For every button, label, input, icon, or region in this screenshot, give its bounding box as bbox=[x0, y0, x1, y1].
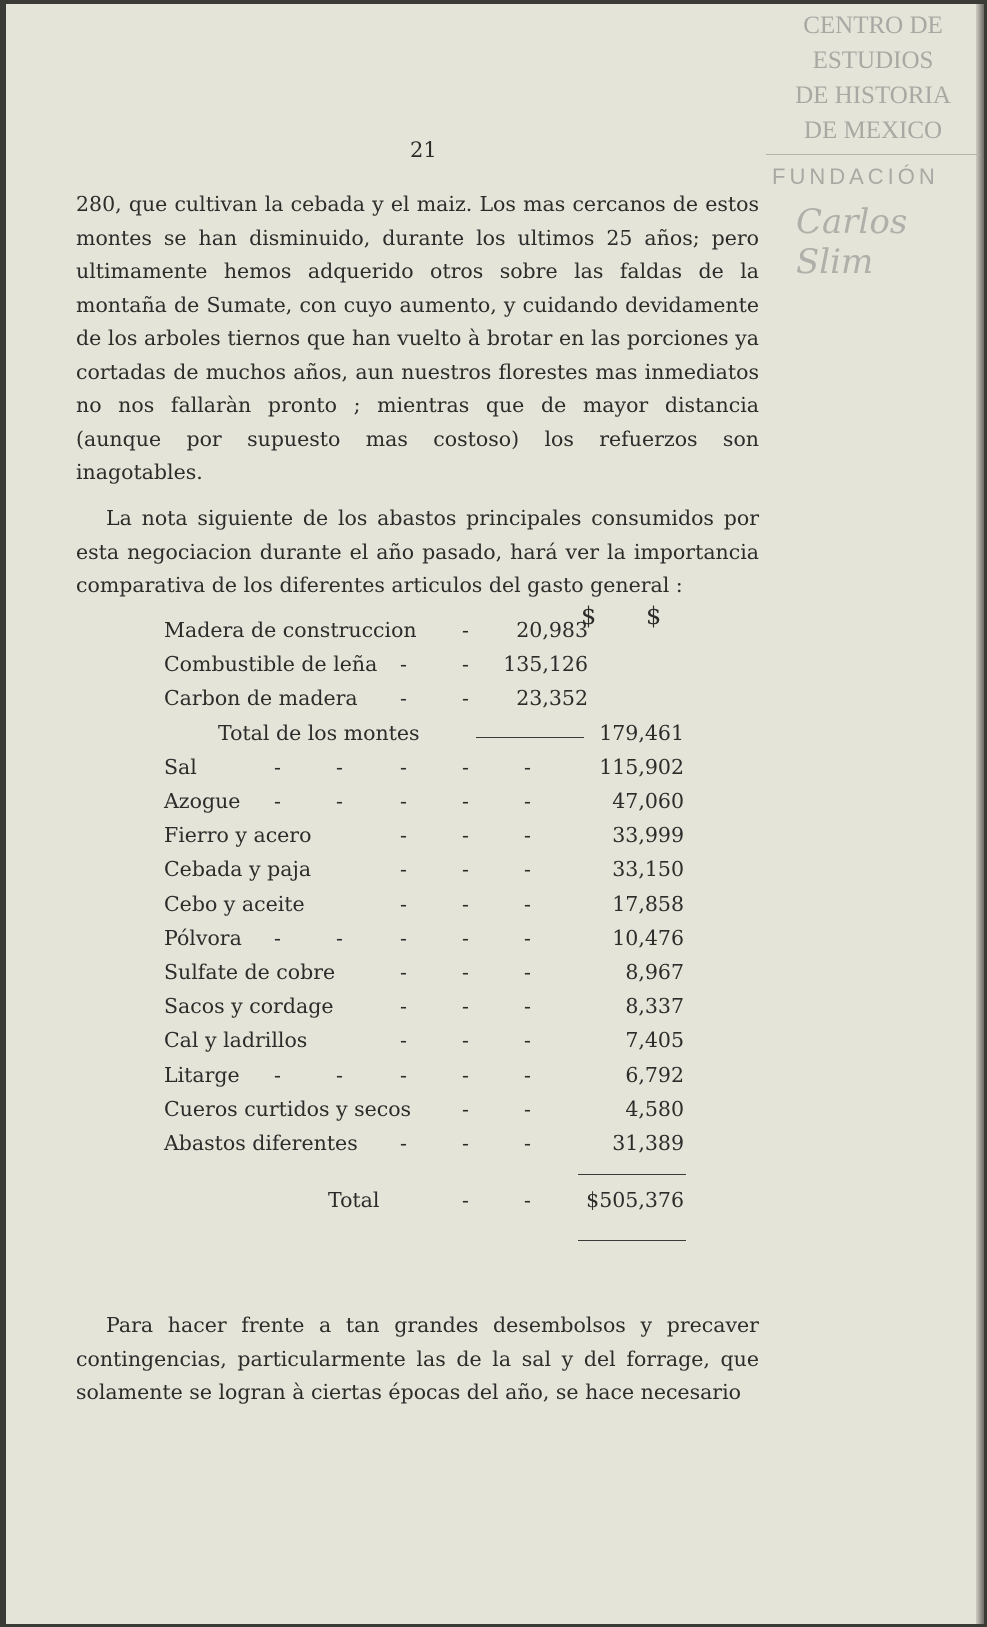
leader-dash: - bbox=[336, 1062, 343, 1087]
document-page bbox=[6, 4, 984, 1624]
leader-dash: - bbox=[400, 1131, 407, 1155]
paragraph: La nota siguiente de los abastos principales consumidos por esta negociacion durante el año pasado, hará ver la importancia comparativa de los diferentes articulos del gasto general : bbox=[76, 506, 759, 597]
leader-dash: - bbox=[336, 789, 343, 813]
leader-dash: - bbox=[524, 789, 531, 813]
leader-dash: - bbox=[462, 1096, 469, 1121]
leader-dash: - bbox=[400, 925, 407, 950]
total-rule-top bbox=[578, 1174, 686, 1175]
paragraph: Para hacer frente a tan grandes desembolsos y precaver contingencias, particularmente las de la sal y del forrage, que solamente se logran à ciertas épocas del año, se hace necesario bbox=[76, 1313, 759, 1404]
leader-dash: - bbox=[524, 1096, 531, 1121]
total-amount: $505,376 bbox=[586, 1188, 684, 1212]
leader-dash: - bbox=[462, 686, 469, 711]
leader-dash: - bbox=[400, 1028, 407, 1053]
leader-dash: - bbox=[462, 1131, 469, 1155]
watermark-foundation: FUNDACIÓN bbox=[772, 164, 939, 189]
leader-dash: - bbox=[400, 994, 407, 1019]
item-label: Litarge bbox=[164, 1062, 240, 1087]
page-number: 21 bbox=[410, 138, 437, 162]
leader-dash: - bbox=[400, 891, 407, 916]
leader-dash: - bbox=[524, 1188, 531, 1212]
leader-dash: - bbox=[462, 1028, 469, 1053]
leader-dash: - bbox=[524, 1131, 531, 1155]
leader-dash: - bbox=[336, 754, 343, 779]
watermark-line: DE MEXICO bbox=[803, 117, 943, 144]
amount-column-2: 33,999 bbox=[612, 823, 684, 848]
leader-dash: - bbox=[400, 789, 407, 813]
leader-dash: - bbox=[400, 686, 407, 711]
item-label: Azogue bbox=[164, 789, 241, 813]
total-rule-bottom bbox=[578, 1240, 686, 1241]
watermark-divider bbox=[766, 154, 980, 155]
item-label: Cebo y aceite bbox=[164, 891, 305, 916]
item-label: Pólvora bbox=[164, 925, 242, 950]
amount-column-1: 135,126 bbox=[503, 652, 588, 677]
amount-column-2: 33,150 bbox=[612, 857, 684, 882]
amount-column-1: 23,352 bbox=[516, 686, 588, 711]
amount-column-2: 6,792 bbox=[625, 1062, 684, 1087]
item-label: Cebada y paja bbox=[164, 857, 312, 882]
leader-dash: - bbox=[462, 960, 469, 984]
amount-column-2: 8,967 bbox=[625, 960, 684, 984]
watermark-line: DE HISTORIA bbox=[795, 82, 951, 109]
leader-dash: - bbox=[524, 994, 531, 1019]
leader-dash: - bbox=[274, 789, 281, 813]
amount-column-1: 20,983 bbox=[516, 618, 588, 642]
leader-dash: - bbox=[462, 652, 469, 677]
leader-dash: - bbox=[462, 789, 469, 813]
amount-column-2: 115,902 bbox=[599, 754, 684, 779]
amount-column-2: 31,389 bbox=[612, 1131, 684, 1155]
leader-dash: - bbox=[400, 823, 407, 848]
leader-dash: - bbox=[524, 1028, 531, 1053]
leader-dash: - bbox=[462, 1188, 469, 1212]
leader-dash: - bbox=[524, 1062, 531, 1087]
leader-dash: - bbox=[274, 1062, 281, 1087]
total-label: Total bbox=[328, 1188, 380, 1212]
amount-column-2: 10,476 bbox=[612, 925, 684, 950]
item-label: Sal bbox=[164, 754, 197, 779]
leader-dash: - bbox=[462, 891, 469, 916]
leader-dash: - bbox=[400, 754, 407, 779]
currency-header: $ bbox=[581, 602, 597, 630]
watermark-institution bbox=[766, 8, 980, 148]
item-label: Cal y ladrillos bbox=[164, 1028, 308, 1053]
leader-dash: - bbox=[400, 960, 407, 984]
leader-dash: - bbox=[462, 823, 469, 848]
leader-dash: - bbox=[462, 754, 469, 779]
amount-column-2: 17,858 bbox=[612, 891, 684, 916]
item-label: Sacos y cordage bbox=[164, 994, 334, 1019]
leader-dash: - bbox=[336, 925, 343, 950]
watermark-signature: Carlos Slim bbox=[796, 202, 908, 282]
amount-column-2: 7,405 bbox=[625, 1028, 684, 1053]
leader-dash: - bbox=[524, 925, 531, 950]
currency-header: $ bbox=[646, 602, 662, 630]
item-label: Combustible de leña bbox=[164, 652, 378, 677]
leader-dash: - bbox=[400, 857, 407, 882]
item-label: Total de los montes bbox=[218, 720, 420, 745]
leader-dash: - bbox=[462, 1062, 469, 1087]
leader-dash: - bbox=[274, 754, 281, 779]
leader-dash: - bbox=[462, 994, 469, 1019]
watermark-line: ESTUDIOS bbox=[812, 47, 934, 74]
amount-column-2: 8,337 bbox=[625, 994, 684, 1019]
leader-dash: - bbox=[462, 618, 469, 642]
leader-dash: - bbox=[400, 652, 407, 677]
paragraph: 280, que cultivan la cebada y el maiz. Los mas cercanos de estos montes se han disminuido, durante los ultimos 25 años; pero ultimamente hemos adquerido otros sobre las faldas de la montaña de Sumate, con cuyo aumento, y cuidando devidamente de los arboles tiernos que han vuelto à brotar en las porciones ya cortadas de muchos años, aun nuestros florestes mas inmediatos no nos fallaràn pronto ; mientras que de mayor distancia (aunque por supuesto mas costoso) los refuerzos son inagotables. bbox=[76, 192, 759, 484]
leader-dash: - bbox=[462, 857, 469, 882]
leader-dash: - bbox=[400, 1062, 407, 1087]
item-label: Cueros curtidos y secos bbox=[164, 1096, 412, 1121]
item-label: Carbon de madera bbox=[164, 686, 358, 711]
leader-dash: - bbox=[524, 960, 531, 984]
leader-dash: - bbox=[524, 857, 531, 882]
item-label: Abastos diferentes bbox=[164, 1131, 358, 1155]
leader-dash: - bbox=[524, 754, 531, 779]
item-label: Fierro y acero bbox=[164, 823, 312, 848]
item-label: Madera de construccion bbox=[164, 618, 417, 642]
watermark-line: CENTRO DE bbox=[803, 12, 943, 39]
leader-dash: - bbox=[524, 823, 531, 848]
leader-dash: - bbox=[524, 891, 531, 916]
amount-column-2: 47,060 bbox=[612, 789, 684, 813]
leader-dash: - bbox=[462, 925, 469, 950]
amount-column-2: 4,580 bbox=[625, 1096, 684, 1121]
item-label: Sulfate de cobre bbox=[164, 960, 336, 984]
amount-column-2: 179,461 bbox=[599, 720, 684, 745]
leader-dash: - bbox=[274, 925, 281, 950]
